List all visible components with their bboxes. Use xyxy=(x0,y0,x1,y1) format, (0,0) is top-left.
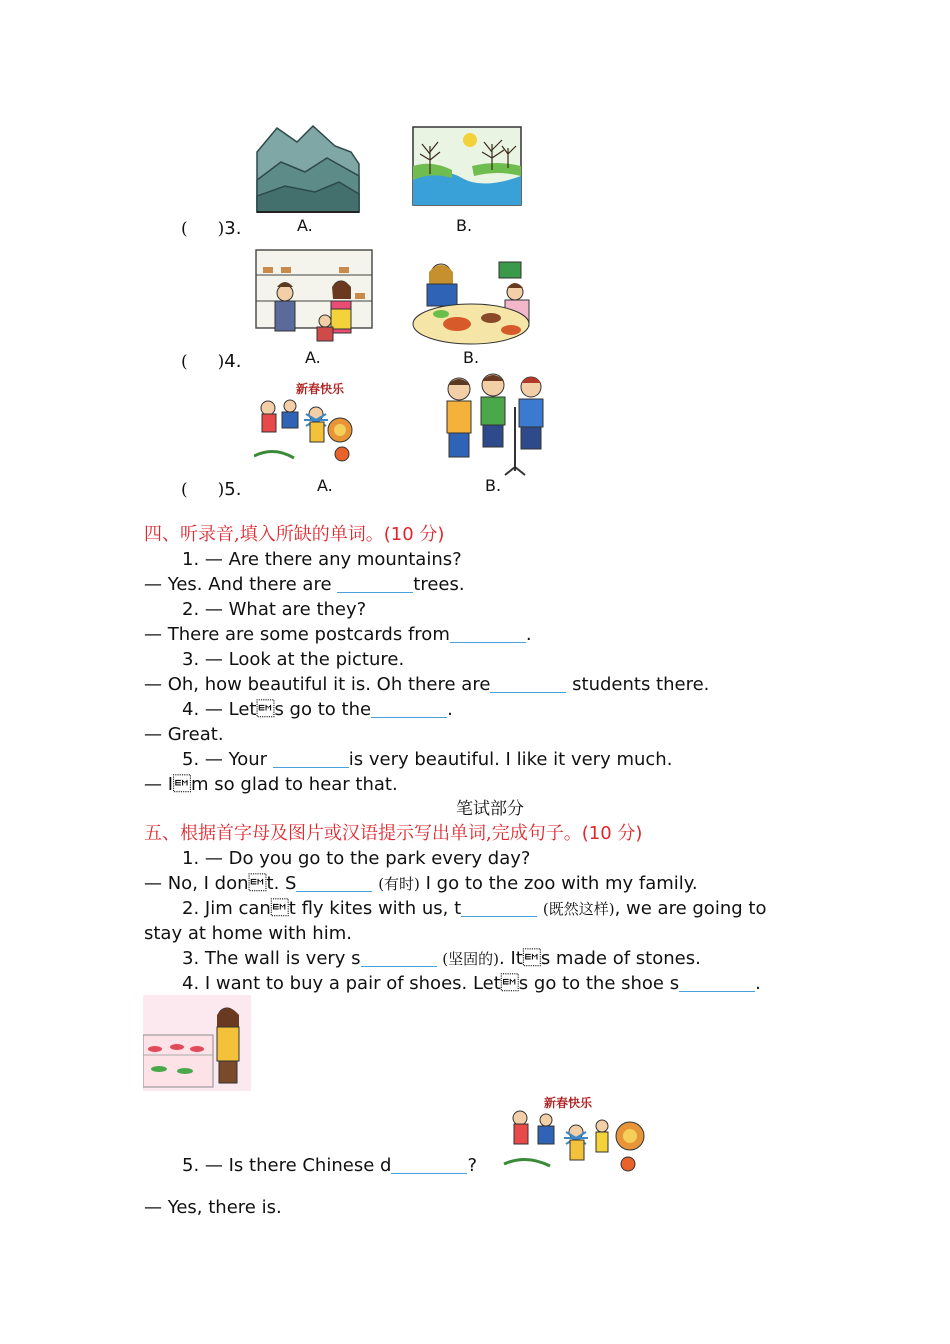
answer-bracket-open[interactable]: ( xyxy=(181,219,188,239)
answer-bracket-close: ) xyxy=(217,480,225,500)
s5-q2-cont: stay at home with him. xyxy=(144,923,352,944)
answer-blank[interactable] xyxy=(490,674,566,693)
question-3-row xyxy=(181,217,241,241)
option-a-label: A. xyxy=(305,348,321,367)
s5-q1a: 1. — Do you go to the park every day? xyxy=(182,848,531,869)
shoe-shop-picture xyxy=(255,249,373,349)
singing-boys-picture xyxy=(441,371,547,477)
answer-bracket-open[interactable]: ( xyxy=(181,352,188,372)
answer-blank[interactable] xyxy=(450,624,526,643)
river-trees-picture xyxy=(412,126,522,206)
s5-q4: 4. I want to buy a pair of shoes. Lets go to the shoe s . xyxy=(182,973,761,994)
question-number: 4. xyxy=(224,351,242,372)
s5-q3: 3. The wall is very s (坚固的). Its made of stones. xyxy=(182,948,701,969)
s4-line-5: 3. — Look at the picture. xyxy=(182,649,405,670)
answer-blank[interactable] xyxy=(679,973,755,992)
answer-blank[interactable] xyxy=(273,749,349,768)
chinese-dance-picture xyxy=(502,1092,648,1174)
section-4-title: 四、听录音,填入所缺的单词。(10 分) xyxy=(144,524,445,545)
s4-line-4: — There are some postcards from . xyxy=(144,624,532,645)
option-a-label: A. xyxy=(297,216,313,235)
dinner-party-picture xyxy=(411,258,537,350)
answer-blank[interactable] xyxy=(371,699,447,718)
answer-bracket-open[interactable]: ( xyxy=(181,480,188,500)
s4-line-8: — Great. xyxy=(144,724,224,745)
s5-q5: 5. — Is there Chinese d ? xyxy=(182,1155,477,1176)
written-part-heading: 笔试部分 xyxy=(456,799,524,819)
answer-blank[interactable] xyxy=(361,948,437,967)
s4-line-3: 2. — What are they? xyxy=(182,599,367,620)
answer-blank[interactable] xyxy=(337,574,413,593)
s5-q5-answer: — Yes, there is. xyxy=(144,1197,282,1218)
s4-line-9: 5. — Your is very beautiful. I like it very much. xyxy=(182,749,673,770)
answer-blank[interactable] xyxy=(296,873,372,892)
question-number: 3. xyxy=(224,218,242,239)
s4-line-6: — Oh, how beautiful it is. Oh there are students there. xyxy=(144,674,710,695)
mountains-picture xyxy=(255,124,361,216)
option-b-label: B. xyxy=(456,216,473,235)
banner-text: 新春快乐 xyxy=(544,1096,593,1110)
answer-blank[interactable] xyxy=(391,1155,467,1174)
shoe-counter-picture xyxy=(143,995,251,1091)
option-a-label: A. xyxy=(317,476,333,495)
banner-text: 新春快乐 xyxy=(296,382,345,396)
answer-bracket-close: ) xyxy=(217,219,225,239)
question-4-row xyxy=(181,350,241,374)
s4-line-10: — Im so glad to hear that. xyxy=(144,774,398,795)
answer-bracket-close: ) xyxy=(217,352,225,372)
question-5-row xyxy=(181,478,241,502)
spring-festival-picture xyxy=(254,374,358,464)
s5-q1b: — No, I dont. S (有时) I go to the zoo with my family. xyxy=(144,873,698,894)
section-5-title: 五、根据首字母及图片或汉语提示写出单词,完成句子。(10 分) xyxy=(144,823,643,844)
s5-q2: 2. Jim cant fly kites with us, t (既然这样), we are going to xyxy=(182,898,767,919)
option-b-label: B. xyxy=(463,348,480,367)
option-b-label: B. xyxy=(485,476,502,495)
s4-line-7: 4. — Lets go to the . xyxy=(182,699,453,720)
answer-blank[interactable] xyxy=(461,898,537,917)
s4-line-2: — Yes. And there are trees. xyxy=(144,574,465,595)
question-number: 5. xyxy=(224,479,242,500)
s4-line-1: 1. — Are there any mountains? xyxy=(182,549,462,570)
